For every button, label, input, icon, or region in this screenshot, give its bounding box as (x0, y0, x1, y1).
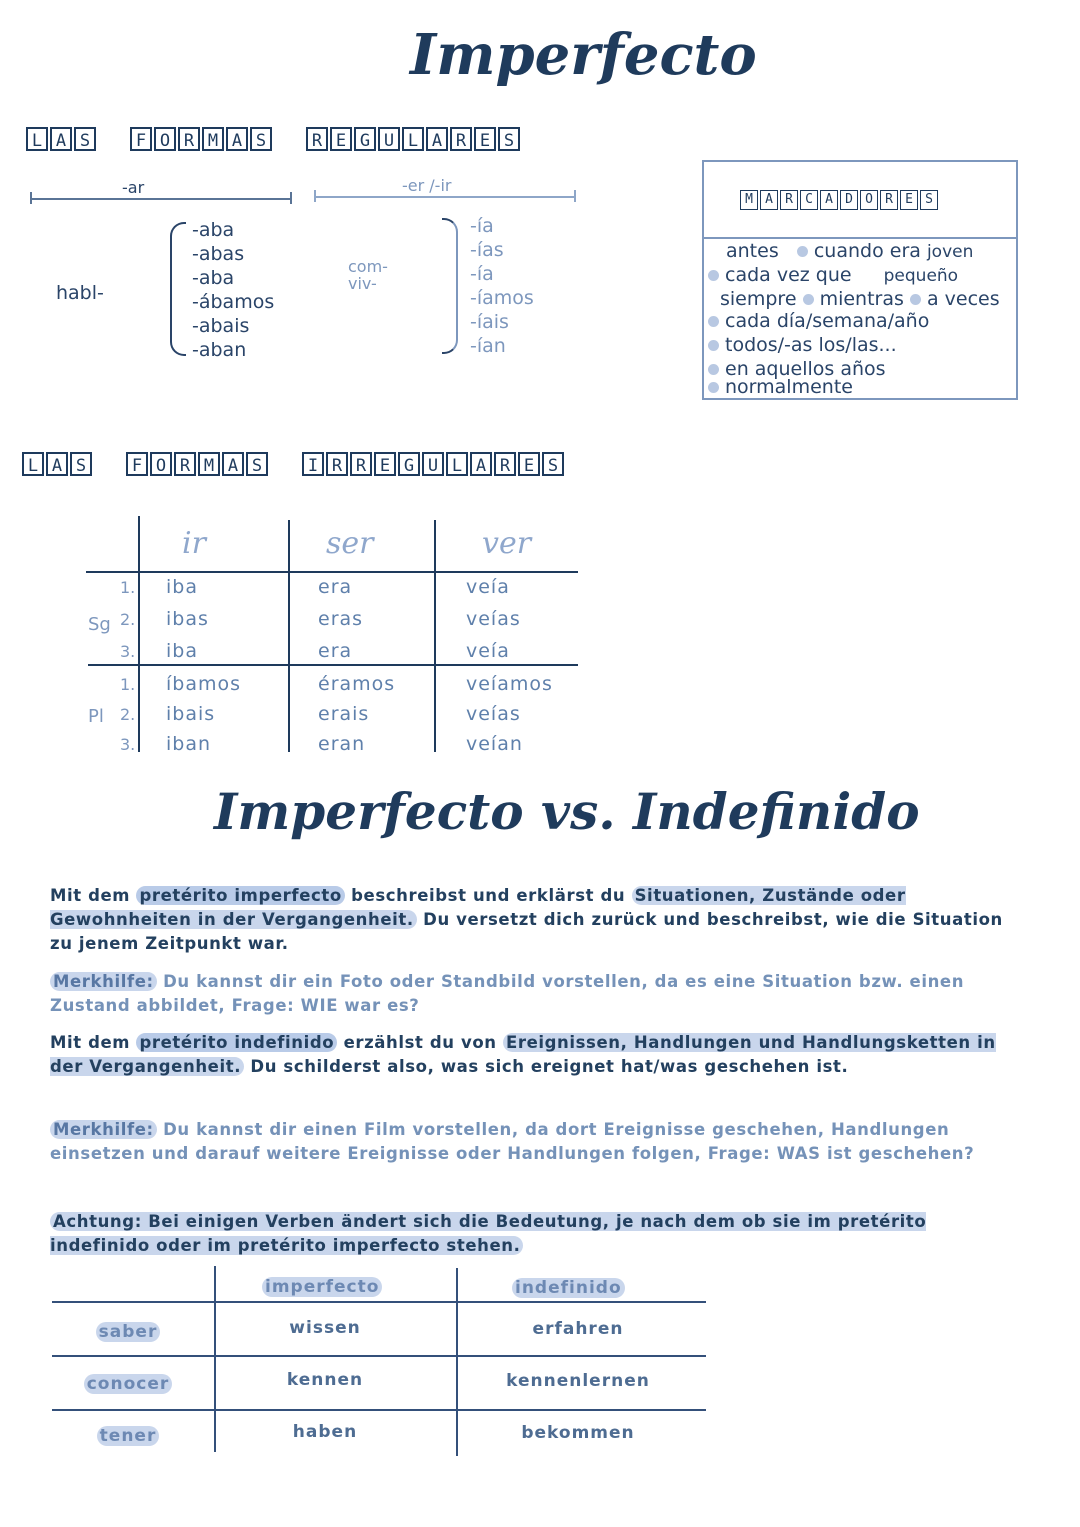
ar-label: -ar (122, 178, 145, 197)
heading-letter: M (198, 452, 220, 476)
heading-letter: R (326, 452, 348, 476)
ar-brace (170, 222, 186, 356)
bullet-icon (708, 270, 719, 281)
bullet-icon (708, 382, 719, 393)
ending-ar: -aban (192, 339, 247, 361)
form-ser: era (318, 576, 353, 598)
verb-tener: tener (0, 1426, 256, 1446)
meaning-imperfecto: wissen (289, 1318, 361, 1338)
col-head-ir: ir (182, 526, 206, 561)
form-ir: iban (166, 733, 212, 755)
heading-letter: A (426, 127, 448, 151)
heading-letter: E (374, 452, 396, 476)
heading-letter: A (50, 127, 72, 151)
heading-letter: D (840, 190, 858, 210)
marker-a-veces: a veces (926, 288, 1000, 310)
meaning-imperfecto: kennen (286, 1370, 364, 1390)
irregular-forms-heading (22, 452, 564, 476)
form-ir: ibas (166, 608, 209, 630)
verbs-col-imperfecto: imperfecto (262, 1277, 382, 1297)
form-ver: veía (466, 640, 510, 662)
p1-highlight-usage: Situationen, Zustände oder Gewohnheiten in der Vergangenheit. (50, 886, 906, 929)
heading-word (302, 452, 564, 476)
heading-letter: S (498, 127, 520, 151)
heading-word (740, 190, 938, 210)
irregular-table-divider (86, 571, 578, 573)
ending-er: -ías (470, 239, 504, 261)
er-brace (442, 218, 458, 354)
ar-rule (30, 198, 292, 200)
ending-er: -ía (470, 263, 494, 285)
marcadores-heading (740, 190, 938, 210)
ending-er: -íais (470, 311, 509, 333)
marker-antes: antes (726, 240, 779, 262)
heading-letter: S (542, 452, 564, 476)
form-ver: veían (466, 733, 523, 755)
page-title: Imperfecto (410, 22, 757, 88)
p1-text: beschreibst und erklärst du (344, 886, 632, 905)
verb-conocer: conocer (0, 1374, 256, 1394)
bullet-icon (708, 364, 719, 375)
heading-word (306, 127, 520, 151)
heading-letter: A (46, 452, 68, 476)
heading-letter: L (446, 452, 468, 476)
heading-letter: F (130, 127, 152, 151)
irregular-table-divider (138, 516, 140, 752)
heading-letter: E (900, 190, 918, 210)
heading-letter: I (302, 452, 324, 476)
er-ir-rule-tick-left (314, 190, 316, 202)
heading-letter: L (26, 127, 48, 151)
heading-letter: A (820, 190, 838, 210)
verbs-table-divider (52, 1301, 706, 1303)
stem-viv: viv- (348, 274, 377, 293)
merkhilfe-text: Du kannst dir ein Foto oder Standbild vorstellen, da es eine Situation bzw. einen Zustand abbildet, Frage: WIE war es? (50, 972, 965, 1015)
heading-letter: A (470, 452, 492, 476)
marker-joven: joven (926, 242, 974, 262)
heading-letter: R (306, 127, 328, 151)
marcadores-box (702, 160, 1018, 400)
person-label: 1. (120, 675, 136, 694)
marker-cada-dia: cada día/semana/año (725, 310, 930, 332)
stem-com: com- (348, 257, 388, 276)
marker-line-3 (720, 288, 1000, 310)
endings-er-list (470, 214, 534, 358)
heading-letter: R (174, 452, 196, 476)
person-label: 2. (120, 610, 136, 629)
heading-letter: L (22, 452, 44, 476)
er-ir-rule-tick-right (574, 190, 576, 202)
form-ser: eran (318, 733, 366, 755)
heading-letter: M (202, 127, 224, 151)
heading-word (130, 127, 272, 151)
bullet-icon (803, 294, 814, 305)
meaning-indefinido: erfahren (532, 1319, 624, 1339)
form-ver: veías (466, 608, 521, 630)
heading-letter: E (330, 127, 352, 151)
regular-forms-heading (26, 127, 520, 151)
form-ser: erais (318, 703, 370, 725)
irregular-table-divider (288, 520, 290, 752)
heading-letter: R (450, 127, 472, 151)
p2-highlight-usage: Ereignissen, Handlungen und Handlungsketten in der Vergangenheit. (50, 1033, 996, 1076)
endings-ar-list (192, 218, 274, 362)
heading-letter: S (74, 127, 96, 151)
verbs-table-divider (52, 1355, 706, 1357)
merkhilfe-indefinido (50, 1118, 1030, 1166)
meaning-imperfecto: haben (292, 1422, 358, 1442)
heading-letter: S (246, 452, 268, 476)
comparison-title: Imperfecto vs. Indefinido (214, 782, 920, 841)
heading-letter: S (920, 190, 938, 210)
achtung-text: Achtung: Bei einigen Verben ändert sich die Bedeutung, je nach dem ob sie im pretérito indefinido oder im pretérito imperfecto stehen. (50, 1212, 927, 1255)
stem-ar: habl- (56, 282, 104, 304)
ending-ar: -abas (192, 243, 245, 265)
heading-letter: C (800, 190, 818, 210)
col-head-ser: ser (326, 526, 374, 561)
marker-todos: todos/-as los/las... (725, 334, 897, 356)
irregular-table-divider (88, 664, 578, 666)
heading-letter: M (740, 190, 758, 210)
person-label: 3. (120, 642, 136, 661)
heading-letter: G (398, 452, 420, 476)
merkhilfe-label: Merkhilfe: (50, 972, 157, 991)
heading-letter: A (222, 452, 244, 476)
heading-letter: G (354, 127, 376, 151)
stem-er (348, 258, 388, 292)
heading-letter: S (70, 452, 92, 476)
marker-line-4 (708, 310, 929, 332)
heading-letter: O (154, 127, 176, 151)
person-label: 1. (120, 578, 136, 597)
ending-er: -ían (470, 335, 506, 357)
marker-normalmente: normalmente (725, 376, 853, 398)
heading-letter: A (226, 127, 248, 151)
ar-rule-tick-left (30, 192, 32, 204)
marker-pequeno: pequeño (883, 266, 959, 286)
marker-en-aquellos: en aquellos años (725, 358, 886, 380)
ending-ar: -ábamos (192, 291, 275, 313)
verbs-table-divider (52, 1409, 706, 1411)
ending-er: -íamos (470, 287, 534, 309)
ar-rule-tick-right (290, 192, 292, 204)
meaning-indefinido: kennenlernen (506, 1371, 650, 1391)
heading-letter: A (760, 190, 778, 210)
heading-letter: O (860, 190, 878, 210)
marker-line-7 (708, 376, 853, 398)
p2-text: erzählst du von (337, 1033, 503, 1052)
heading-letter: U (422, 452, 444, 476)
merkhilfe-label: Merkhilfe: (50, 1120, 157, 1139)
merkhilfe-text: Du kannst dir einen Film vorstellen, da dort Ereignisse geschehen, Handlungen einsetzen und darauf weitere Ereignisse oder Handlungen folgen, Frage: WAS ist geschehen? (50, 1120, 975, 1163)
marker-line-2 (708, 264, 958, 286)
form-ir: iba (166, 640, 198, 662)
p2-text: Du schilderst also, was sich ereignet hat/was geschehen ist. (244, 1057, 849, 1076)
col-head-ver: ver (482, 526, 532, 561)
form-ver: veíamos (466, 673, 553, 695)
bullet-icon (910, 294, 921, 305)
group-label-pl: Pl (88, 706, 104, 727)
marker-siempre: siempre (720, 288, 797, 310)
p2-highlight-term: pretérito indefinido (136, 1033, 337, 1052)
heading-letter: U (378, 127, 400, 151)
heading-letter: O (150, 452, 172, 476)
heading-letter: R (178, 127, 200, 151)
heading-word (126, 452, 268, 476)
form-ver: veía (466, 576, 510, 598)
ending-er: -ía (470, 215, 494, 237)
paragraph-indefinido (50, 1031, 1030, 1079)
heading-word (22, 452, 92, 476)
marker-cuando-era: cuando era (813, 240, 921, 262)
p1-text: Du versetzt dich zurück und beschreibst, wie die Situation zu jenem Zeitpunkt war. (50, 910, 1003, 953)
heading-letter: R (880, 190, 898, 210)
er-ir-label: -er /-ir (402, 176, 452, 195)
form-ir: íbamos (166, 673, 242, 695)
verbs-col-indefinido: indefinido (512, 1278, 625, 1298)
merkhilfe-imperfecto (50, 970, 1030, 1018)
bullet-icon (708, 340, 719, 351)
person-label: 2. (120, 705, 136, 724)
form-ir: iba (166, 576, 198, 598)
form-ir: ibais (166, 703, 216, 725)
form-ser: éramos (318, 673, 396, 695)
er-ir-rule (314, 196, 576, 198)
meaning-indefinido: bekommen (521, 1423, 635, 1443)
heading-letter: R (494, 452, 516, 476)
marker-line-1 (726, 240, 973, 262)
paragraph-imperfecto (50, 884, 1030, 956)
achtung-note (50, 1210, 990, 1258)
heading-letter: R (780, 190, 798, 210)
form-ser: eras (318, 608, 364, 630)
heading-word (26, 127, 96, 151)
heading-letter: F (126, 452, 148, 476)
person-label: 3. (120, 735, 136, 754)
bullet-icon (797, 246, 808, 257)
marker-cada-vez-que: cada vez que (725, 264, 852, 286)
irregular-table-divider (434, 520, 436, 752)
marker-line-5 (708, 334, 897, 356)
ending-ar: -abais (192, 315, 250, 337)
p2-text: Mit dem (50, 1033, 137, 1052)
ending-ar: -aba (192, 267, 235, 289)
heading-letter: S (250, 127, 272, 151)
bullet-icon (708, 316, 719, 327)
heading-letter: R (350, 452, 372, 476)
p1-text: Mit dem (50, 886, 137, 905)
marker-mientras: mientras (819, 288, 904, 310)
heading-letter: L (402, 127, 424, 151)
form-ser: era (318, 640, 353, 662)
group-label-sg: Sg (88, 614, 111, 635)
ending-ar: -aba (192, 219, 235, 241)
marcadores-header (704, 162, 1016, 239)
verb-saber: saber (0, 1322, 256, 1342)
form-ver: veías (466, 703, 521, 725)
heading-letter: E (518, 452, 540, 476)
p1-highlight-term: pretérito imperfecto (136, 886, 344, 905)
heading-letter: E (474, 127, 496, 151)
